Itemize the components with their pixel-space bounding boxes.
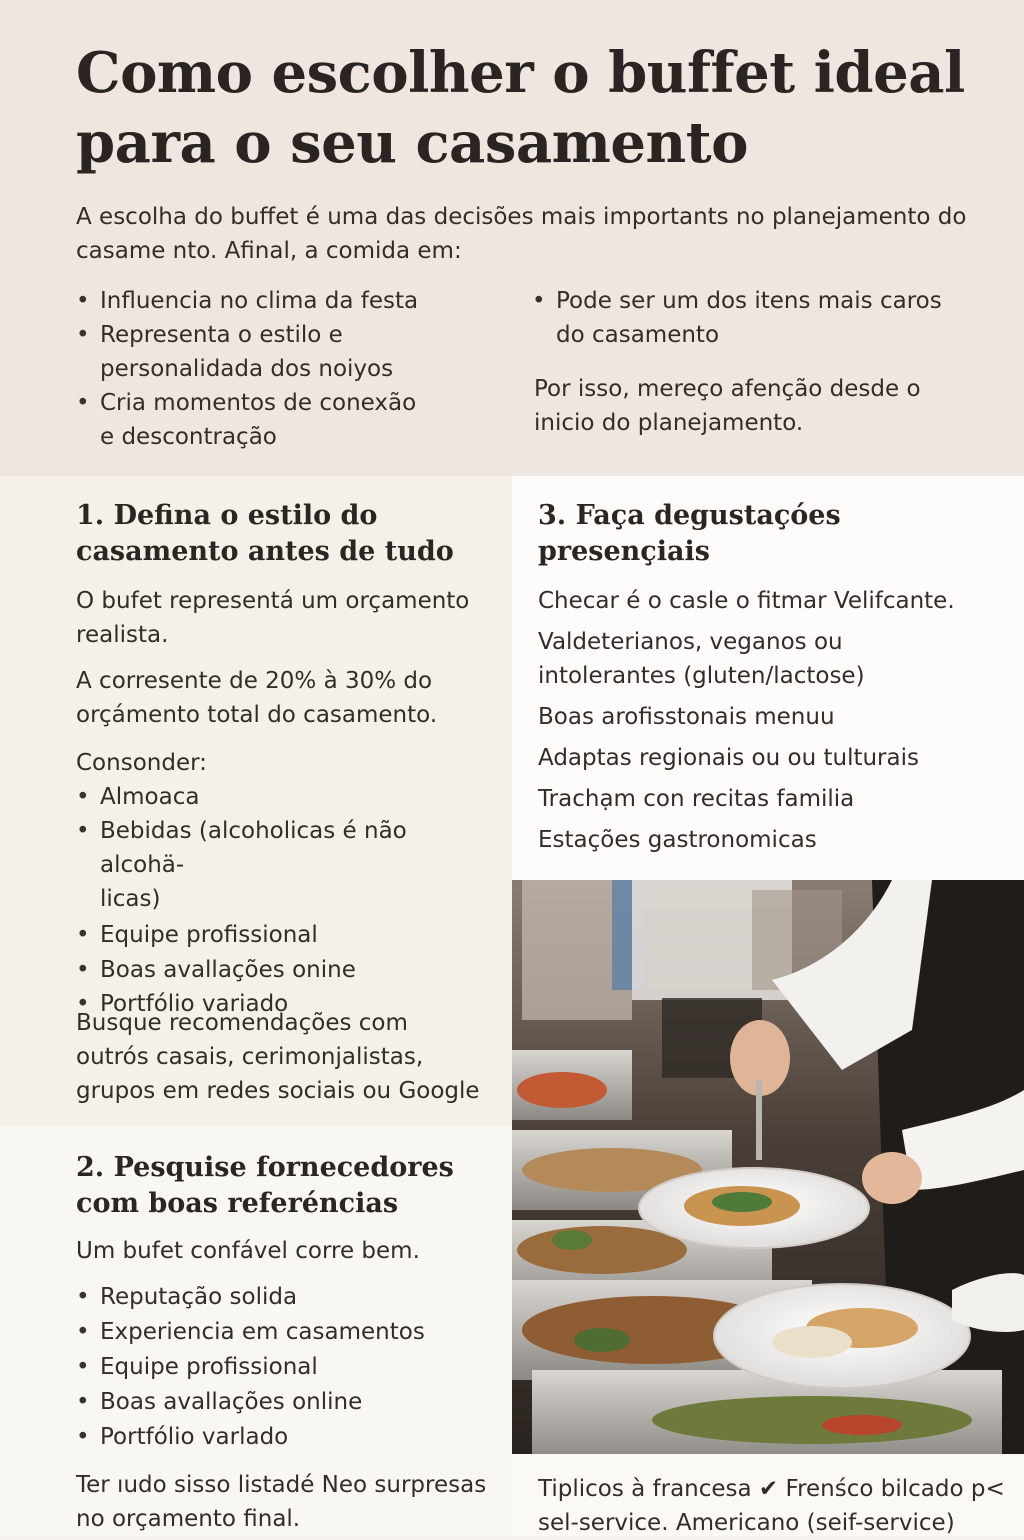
section-define-style [0,476,512,1126]
intro-closing-text [534,372,964,440]
closing-line: Ter ıudo sisso listadé Neo surpresas [76,1472,487,1498]
list-item-text: • Boas avallações onine [100,957,356,983]
list-item-text: • Reputação solida [100,1284,298,1310]
closing-line: no orçamento final. [76,1506,301,1532]
closing-line: Por isso, mereço afenção desde o [534,376,921,402]
title-line: Como escolher o buffet ideal [76,40,965,106]
list-item [532,284,972,352]
list-item [76,1280,496,1315]
buffet-illustration [512,880,1024,1454]
intro-paragraph [76,200,976,268]
tastings-list [538,584,1014,857]
list-item [76,918,496,952]
list-item [76,953,496,987]
list-item [538,741,1014,775]
list-item [76,1420,496,1455]
list-item-text: Valdeterianos, veganos ou [538,629,843,655]
list-item-text: • Influencia no clima da festa [100,288,419,314]
list-item [538,782,1014,816]
section-paragraph [76,664,496,732]
section-closing [76,1006,496,1108]
service-types-text [538,1472,1018,1540]
list-item-text: Trachạm con recitas familia [538,786,855,812]
list-item-text: • Bebidas (alcoholicas é não alcohä- [100,818,407,878]
list-item-text: Adaptas regionais ou ou tulturais [538,745,919,771]
list-item [538,584,1014,618]
list-item-text: licas) [100,886,161,912]
list-item-text: • Boas avallações online [100,1389,363,1415]
list-item-text: Checar é o casle o fitmar Velifcante. [538,588,955,614]
closing-line: outrós casais, cerimonjalistas, [76,1044,424,1070]
intro-line: casame nto. Afinal, a comida em: [76,238,462,264]
list-item-text: • Almoaca [100,784,200,810]
intro-line: A escolha do buffet é uma das decisões mais importants no planejamento do [76,204,967,230]
heading-line: presençiais [538,536,710,567]
paragraph-line: realista. [76,622,169,648]
list-item [76,814,496,916]
section-research-suppliers [0,1126,512,1536]
list-item-text: do casamento [556,322,720,348]
list-item-text: • Representa o estilo e [100,322,343,348]
heading-line: com boas referéncias [76,1188,399,1219]
list-item [76,386,506,454]
list-item-text: • Experiencia em casamentos [100,1319,425,1345]
section-heading [76,1150,496,1222]
closing-line: grupos em redes sociais ou Google [76,1078,480,1104]
paragraph-line: orçámento total do casamento. [76,702,438,728]
paragraph-line: O bufet representá um orçamento [76,588,470,614]
list-item [538,700,1014,734]
list-item [538,823,1014,857]
references-list [76,1280,496,1455]
list-item-text: Estações gastronomicas [538,827,817,853]
service-types-note [512,1454,1024,1536]
list-item [76,1315,496,1350]
section-intro: Um bufet confável corre bem. [76,1238,420,1264]
consider-list [76,780,496,1021]
heading-line: 2. Pesquise fornecedores [76,1152,454,1183]
header-section [0,0,1024,476]
closing-line: inicio do planejamento. [534,410,804,436]
note-line: Tiplicos à francesa ✔ Frenśco bilcado p< [538,1476,1005,1502]
note-line: sel-service. Americano (seif-service) [538,1510,955,1536]
list-item-text: • Pode ser um dos itens mais caros [556,288,942,314]
list-item [76,780,496,814]
section-paragraph [76,584,496,652]
list-item-text: intolerantes (gluten/lactose) [538,663,865,689]
intro-bullets-left [76,284,506,454]
paragraph-line: A corresente de 20% à 30% do [76,668,433,694]
list-item-text: • Equipe profissional [100,1354,318,1380]
list-label: Consonder: [76,750,207,776]
section-closing [76,1468,506,1536]
section-heading [76,498,496,570]
buffet-photo [512,880,1024,1454]
section-heading [538,498,1008,570]
list-item [76,1350,496,1385]
page-title [76,38,976,178]
list-item-text: • Cria momentos de conexão [100,390,417,416]
list-item-text: Boas arofisstonais menuu [538,704,835,730]
list-item-text: personalidada dos noiyos [100,356,394,382]
list-item-text: • Portfólio varlado [100,1424,289,1450]
list-item-text: • Portfólio variado [100,991,289,1017]
heading-line: 3. Faça degustaçóes [538,500,841,531]
list-item [76,284,506,318]
list-item-text: • Equipe profissional [100,922,318,948]
list-item-text: e descontração [100,424,277,450]
heading-line: 1. Defina o estilo do [76,500,378,531]
list-item [538,625,1014,693]
list-item [76,318,506,386]
list-item [76,1385,496,1420]
section-tastings [512,476,1024,880]
intro-bullets-right [532,284,972,352]
title-line: para o seu casamento [76,110,748,176]
heading-line: casamento antes de tudo [76,536,454,567]
closing-line: Busque recomendações com [76,1010,408,1036]
